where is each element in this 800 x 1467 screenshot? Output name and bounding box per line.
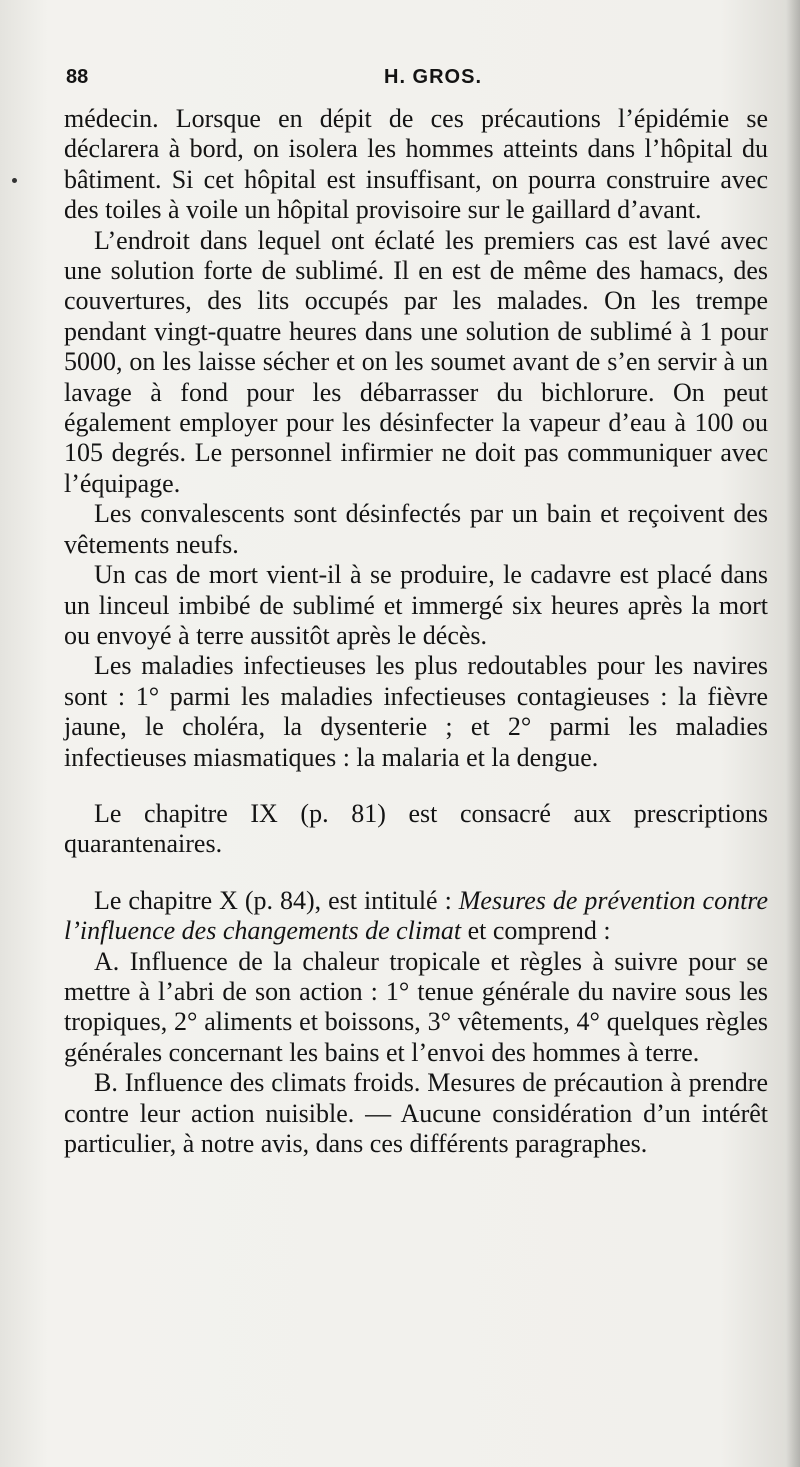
- chapter-x-title: Mesures de prévention contre l’influence des changements de climat: [64, 885, 768, 946]
- page-number: 88: [66, 66, 89, 88]
- chapter-x-suffix: et comprend :: [461, 916, 611, 946]
- paragraph-chapter-ix: Le chapitre IX (p. 81) est consacré aux prescriptions quarantenaires.: [64, 798, 768, 859]
- running-head: H. GROS.: [384, 66, 483, 88]
- margin-mark: [12, 178, 17, 183]
- page-edge-shadow: [786, 0, 800, 1467]
- paragraph-infectious-diseases: Les maladies infectieuses les plus redoutables pour les navires sont : 1° parmi les maladies infectieuses contagieuses : la fièvre jaune, le choléra, la dysenterie ; et 2° parmi les maladies infectieuses miasmatiques : la malaria et la dengue.: [64, 651, 768, 772]
- paragraph-death: Un cas de mort vient-il à se produire, le cadavre est placé dans un linceul imbibé de sublimé et immergé six heures après la mort ou envoyé à terre aussitôt après le décès.: [64, 560, 768, 650]
- paragraph-convalescents: Les convalescents sont désinfectés par un bain et reçoivent des vêtements neufs.: [64, 499, 768, 559]
- paragraph-chapter-x: [64, 886, 768, 947]
- page-header: [66, 66, 766, 96]
- paragraph-continuation: médecin. Lorsque en dépit de ces précautions l’épidémie se déclarera à bord, on isolera les hommes atteints dans l’hôpital du bâtiment. Si cet hôpital est insuffisant, on pourra construire avec des toiles à voile un hôpital provisoire sur le gaillard d’avant.: [64, 104, 768, 225]
- body-text: [64, 104, 768, 1159]
- paragraph-disinfection: L’endroit dans lequel ont éclaté les premiers cas est lavé avec une solution forte de sublimé. Il en est de même des hamacs, des couvertures, des lits occupés par les malades. On les trempe pendant vingt-quatre heures dans une solution de sublimé à 1 pour 5000, on les laisse sécher et on les soumet avant de s’en servir à un lavage à fond pour les débarrasser du bichlorure. On peut également employer pour les désinfecter la vapeur d’eau à 100 ou 105 degrés. Le personnel infirmier ne doit pas communiquer avec l’équipage.: [64, 225, 768, 498]
- paragraph-section-b: B. Influence des climats froids. Mesures de précaution à prendre contre leur action nuisible. — Aucune considération d’un intérêt particulier, à notre avis, dans ces différents paragraphes.: [64, 1068, 768, 1158]
- chapter-x-prefix: Le chapitre X (p. 84), est intitulé :: [94, 885, 459, 915]
- paragraph-section-a: A. Influence de la chaleur tropicale et règles à suivre pour se mettre à l’abri de son action : 1° tenue générale du navire sous les tropiques, 2° aliments et boissons, 3° vêtements, 4° quelques règles générales concernant les bains et l’envoi des hommes à terre.: [64, 946, 768, 1067]
